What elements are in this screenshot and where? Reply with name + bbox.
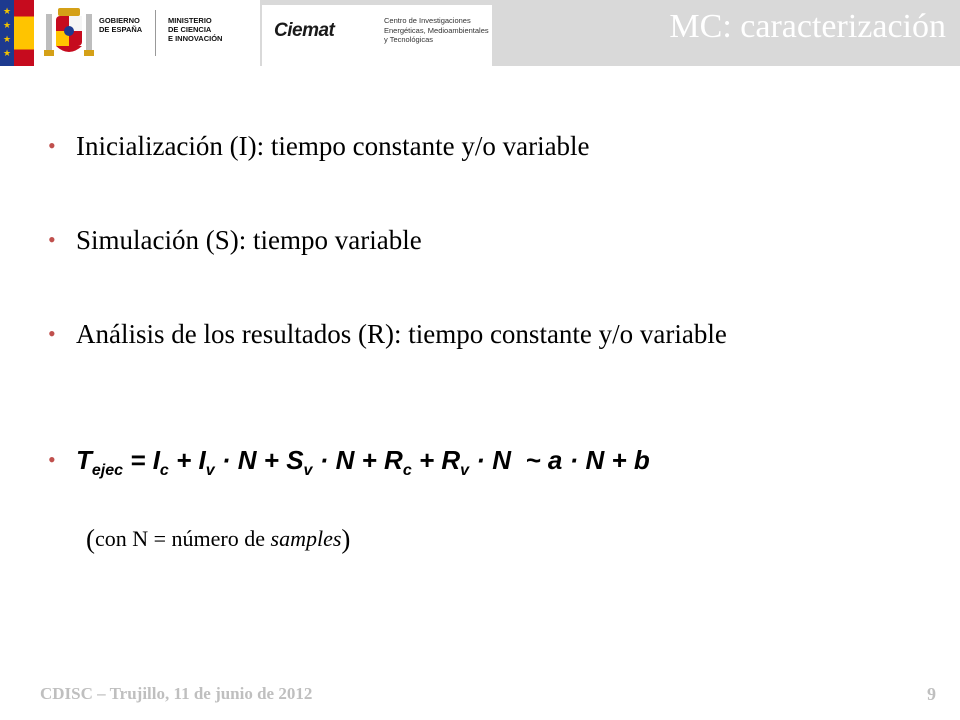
slide-number: 9	[927, 684, 936, 704]
ciemat-description: Centro de Investigaciones Energéticas, Medioambientales y Tecnológicas	[384, 16, 489, 44]
bullet-item	[48, 318, 896, 350]
slide-header	[0, 0, 960, 66]
ministry-label: MINISTERIO DE CIENCIA E INNOVACIÓN	[168, 16, 223, 43]
divider	[155, 10, 156, 56]
coat-of-arms-icon	[44, 6, 94, 60]
bullet-dot-icon: •	[48, 227, 56, 252]
bullet-dot-icon: •	[48, 321, 56, 346]
formula-bullet	[48, 444, 896, 487]
footer-text: CDISC – Trujillo, 11 de junio de 2012	[40, 684, 313, 703]
execution-time-formula: $T_{ejec} = I_c + I_v \cdot N + S_v \cdot N + R_c + R_v \cdot N$ ~ a · N + b	[76, 445, 650, 479]
bullet-text: Análisis de los resultados (R): tiempo constante y/o variable	[76, 319, 727, 349]
bullet-dot-icon: •	[48, 133, 56, 158]
bullet-dot-icon: •	[48, 447, 56, 472]
formula-note: (con N = número de samples)	[86, 524, 351, 554]
bullet-item	[48, 130, 896, 162]
bullet-text: Inicialización (I): tiempo constante y/o variable	[76, 131, 590, 161]
eu-flag-icon: ★ ★ ★ ★	[0, 0, 14, 66]
ciemat-logo: Ciemat	[274, 20, 335, 41]
ciemat-logo-block	[262, 5, 492, 66]
government-logo-block	[0, 0, 260, 66]
spain-flag-icon	[14, 0, 34, 66]
slide-title: MC: caracterización	[669, 8, 946, 45]
bullet-item	[48, 224, 896, 256]
government-label: GOBIERNO DE ESPAÑA	[99, 16, 143, 34]
bullet-text: Simulación (S): tiempo variable	[76, 225, 422, 255]
